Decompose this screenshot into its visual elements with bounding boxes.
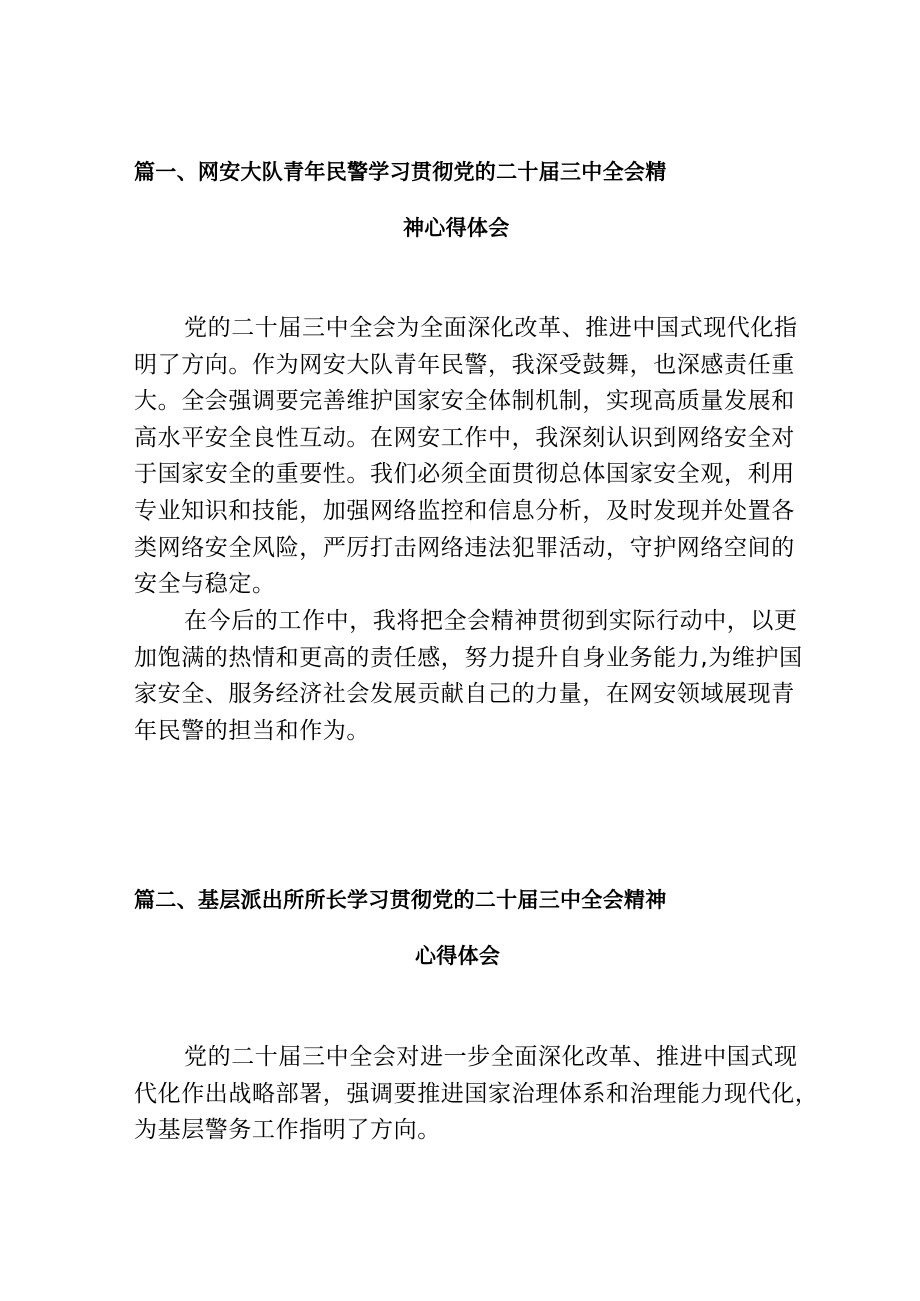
paragraph-line: 高水平安全良性互动。在网安工作中，我深刻认识到网络安全对 — [134, 424, 795, 451]
section-1-paragraph-2 — [134, 603, 803, 749]
paragraph-line: 类网络安全风险，严厉打击网络违法犯罪活动，守护网络空间的 — [134, 534, 795, 561]
section-2-paragraph-1 — [134, 1039, 819, 1149]
paragraph-line: 党的二十届三中全会为全面深化改革、推进中国式现代化指 — [184, 315, 798, 341]
section-1-paragraph-1 — [134, 310, 798, 603]
paragraph-line: 专业知识和技能，加强网络监控和信息分析，及时发现并处置各 — [134, 497, 795, 524]
paragraph-line: 在今后的工作中，我将把全会精神贯彻到实际行动中，以更 — [184, 608, 798, 634]
paragraph-line: 于国家安全的重要性。我们必须全面贯彻总体国家安全观，利用 — [134, 461, 795, 488]
paragraph-line: 党的二十届三中全会对进一步全面深化改革、推进中国式现 — [184, 1044, 798, 1070]
paragraph-line: 安全与稳定。 — [134, 571, 276, 598]
section-2-heading-line-1: 篇二、基层派出所所长学习贯彻党的二十届三中全会精神 — [134, 888, 667, 912]
paragraph-line: 代化作出战略部署，强调要推进国家治理体系和治理能力现代化， — [134, 1080, 819, 1107]
paragraph-line: 为基层警务工作指明了方向。 — [134, 1117, 441, 1144]
paragraph-line: 明了方向。作为网安大队青年民警，我深受鼓舞，也深感责任重 — [134, 351, 795, 378]
paragraph-line: 加饱满的热情和更高的责任感，努力提升自身业务能力,为维护国 — [134, 644, 803, 671]
section-1-heading-line-1: 篇一、网安大队青年民警学习贯彻党的二十届三中全会精 — [134, 160, 667, 184]
paragraph-line: 大。全会强调要完善维护国家安全体制机制，实现高质量发展和 — [134, 388, 795, 415]
paragraph-line: 年民警的担当和作为。 — [134, 717, 370, 744]
section-1-heading-line-2: 神心得体会 — [403, 216, 510, 240]
section-2-heading-line-2: 心得体会 — [415, 944, 501, 968]
paragraph-line: 家安全、服务经济社会发展贡献自己的力量，在网安领域展现青 — [134, 681, 795, 708]
